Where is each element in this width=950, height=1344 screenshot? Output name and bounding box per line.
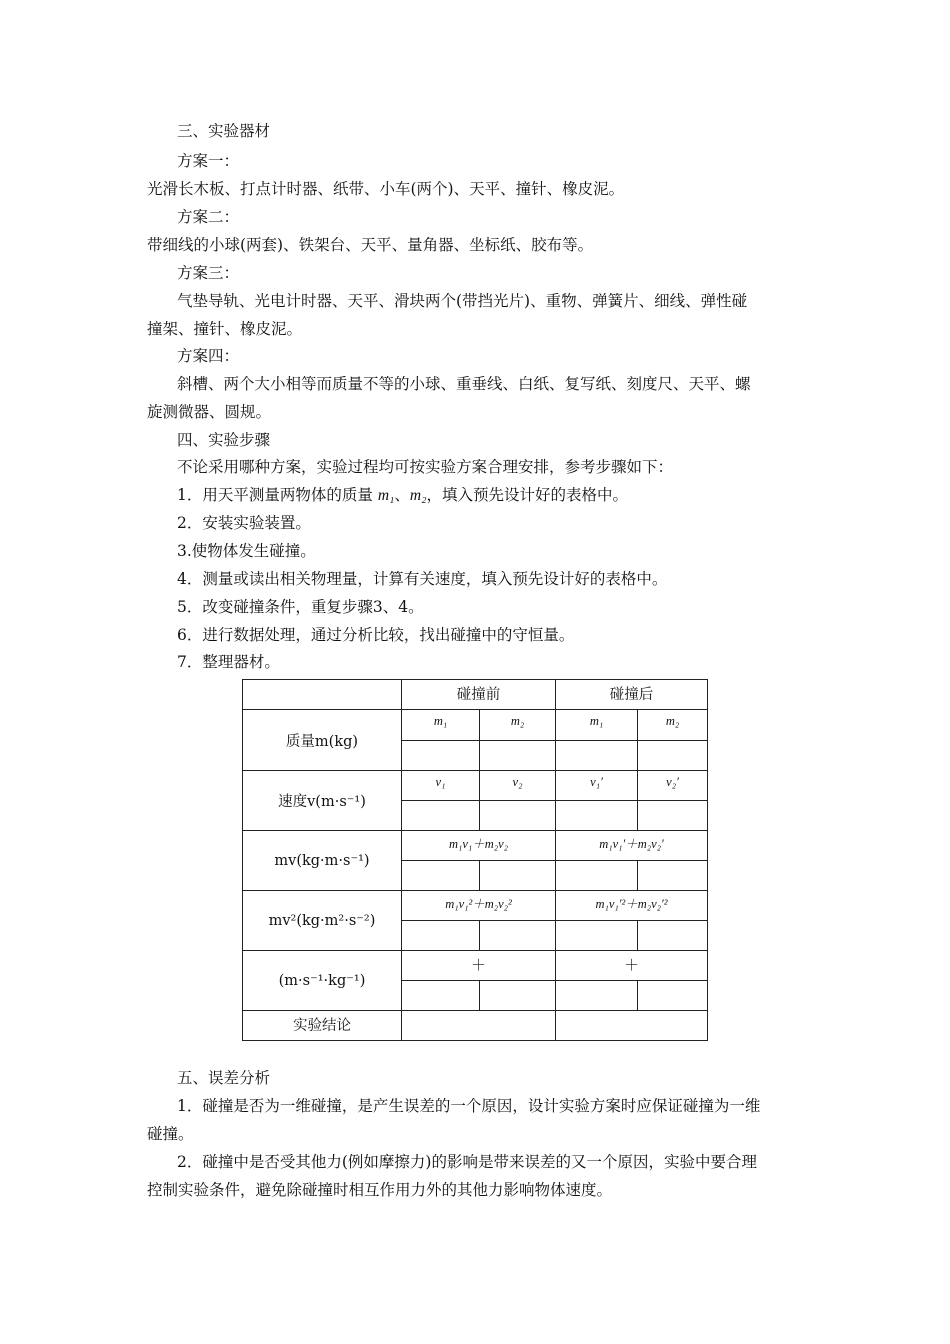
conclusion-after-cell — [556, 1011, 708, 1041]
steps-heading: 四、实验步骤 — [177, 431, 271, 449]
data-cell — [480, 981, 556, 1011]
step-2: 2．安装实验装置。 — [177, 514, 311, 532]
data-cell — [556, 921, 638, 951]
data-cell — [638, 981, 708, 1011]
plan4-text-line1: 斜槽、两个大小相等而质量不等的小球、重垂线、白纸、复写纸、刻度尺、天平、螺 — [177, 375, 751, 393]
row-label-momentum: mv(kg·m·s⁻¹) — [243, 831, 402, 891]
step-5: 5．改变碰撞条件，重复步骤3、4。 — [177, 598, 424, 616]
plan2-label: 方案二： — [177, 208, 240, 226]
plan1-text: 光滑长木板、打点计时器、纸带、小车(两个)、天平、撞针、橡皮泥。 — [147, 180, 625, 198]
step1-m2: m₂ — [409, 487, 427, 504]
plan4-text-line2: 旋测微器、圆规。 — [147, 403, 272, 421]
data-cell — [556, 741, 638, 771]
cell-m2-after: m₂ — [638, 710, 708, 741]
plan3-label: 方案三： — [177, 264, 240, 282]
step-4: 4．测量或读出相关物理量，计算有关速度，填入预先设计好的表格中。 — [177, 570, 668, 588]
data-cell — [402, 981, 480, 1011]
data-cell — [402, 741, 480, 771]
plan2-text: 带细线的小球(两套)、铁架台、天平、量角器、坐标纸、胶布等。 — [147, 236, 594, 254]
cell-v1-before: v₁ — [402, 771, 480, 801]
error2-line2: 控制实验条件，避免除碰撞时相互作用力外的其他力影响物体速度。 — [147, 1181, 613, 1199]
error1-line1: 1．碰撞是否为一维碰撞，是产生误差的一个原因，设计实验方案时应保证碰撞为一维 — [177, 1097, 761, 1115]
step-1 — [177, 484, 628, 507]
data-cell — [556, 981, 638, 1011]
row-label-mv2: mv²(kg·m²·s⁻²) — [243, 891, 402, 951]
plan4-label: 方案四： — [177, 347, 240, 365]
data-cell — [480, 801, 556, 831]
step1-text-a: 1．用天平测量两物体的质量 — [177, 486, 373, 504]
cell-mv2-before: m₁v₁²＋m₂v₂² — [402, 891, 556, 921]
plan1-label: 方案一： — [177, 152, 240, 170]
step-6: 6．进行数据处理，通过分析比较，找出碰撞中的守恒量。 — [177, 626, 575, 644]
row-label-conclusion: 实验结论 — [243, 1011, 402, 1041]
data-cell — [402, 861, 480, 891]
cell-v1-after: v₁′ — [556, 771, 638, 801]
cell-plus-after: ＋ — [556, 951, 708, 981]
cell-v2-before: v₂ — [480, 771, 556, 801]
data-cell — [638, 921, 708, 951]
cell-m1-after: m₁ — [556, 710, 638, 741]
data-cell — [556, 861, 638, 891]
cell-mv2-after: m₁v₁′²＋m₂v₂′² — [556, 891, 708, 921]
cell-m2-before: m₂ — [480, 710, 556, 741]
step-3: 3.使物体发生碰撞。 — [177, 542, 316, 560]
cell-plus-before: ＋ — [402, 951, 556, 981]
data-cell — [402, 801, 480, 831]
step-7: 7．整理器材。 — [177, 653, 280, 671]
error2-line1: 2．碰撞中是否受其他力(例如摩擦力)的影响是带来误差的又一个原因，实验中要合理 — [177, 1153, 757, 1171]
plan3-text-line1: 气垫导轨、光电计时器、天平、滑块两个(带挡光片)、重物、弹簧片、细线、弹性碰 — [177, 292, 748, 310]
row-label-velocity: 速度v(m·s⁻¹) — [243, 771, 402, 831]
experiment-table — [242, 679, 708, 1041]
step1-m1: m₁ — [377, 487, 395, 504]
data-cell — [480, 741, 556, 771]
row-label-ratio: (m·s⁻¹·kg⁻¹) — [243, 951, 402, 1011]
data-cell — [638, 741, 708, 771]
conclusion-before-cell — [402, 1011, 556, 1041]
row-label-mass: 质量m(kg) — [243, 710, 402, 771]
error1-line2: 碰撞。 — [147, 1125, 194, 1143]
error-heading: 五、误差分析 — [177, 1069, 271, 1087]
data-cell — [638, 861, 708, 891]
step1-separator: 、 — [394, 486, 410, 504]
data-cell — [402, 921, 480, 951]
steps-intro: 不论采用哪种方案，实验过程均可按实验方案合理安排，参考步骤如下： — [177, 458, 674, 476]
cell-mv-before: m₁v₁＋m₂v₂ — [402, 831, 556, 861]
data-cell — [556, 801, 638, 831]
equipment-heading: 三、实验器材 — [177, 122, 271, 140]
table-corner-cell — [243, 680, 402, 710]
header-after: 碰撞后 — [556, 680, 708, 710]
data-cell — [480, 921, 556, 951]
plan3-text-line2: 撞架、撞针、橡皮泥。 — [147, 320, 303, 338]
data-cell — [638, 801, 708, 831]
data-cell — [480, 861, 556, 891]
header-before: 碰撞前 — [402, 680, 556, 710]
step1-text-b: ，填入预先设计好的表格中。 — [426, 486, 629, 504]
cell-mv-after: m₁v₁′＋m₂v₂′ — [556, 831, 708, 861]
cell-v2-after: v₂′ — [638, 771, 708, 801]
cell-m1-before: m₁ — [402, 710, 480, 741]
